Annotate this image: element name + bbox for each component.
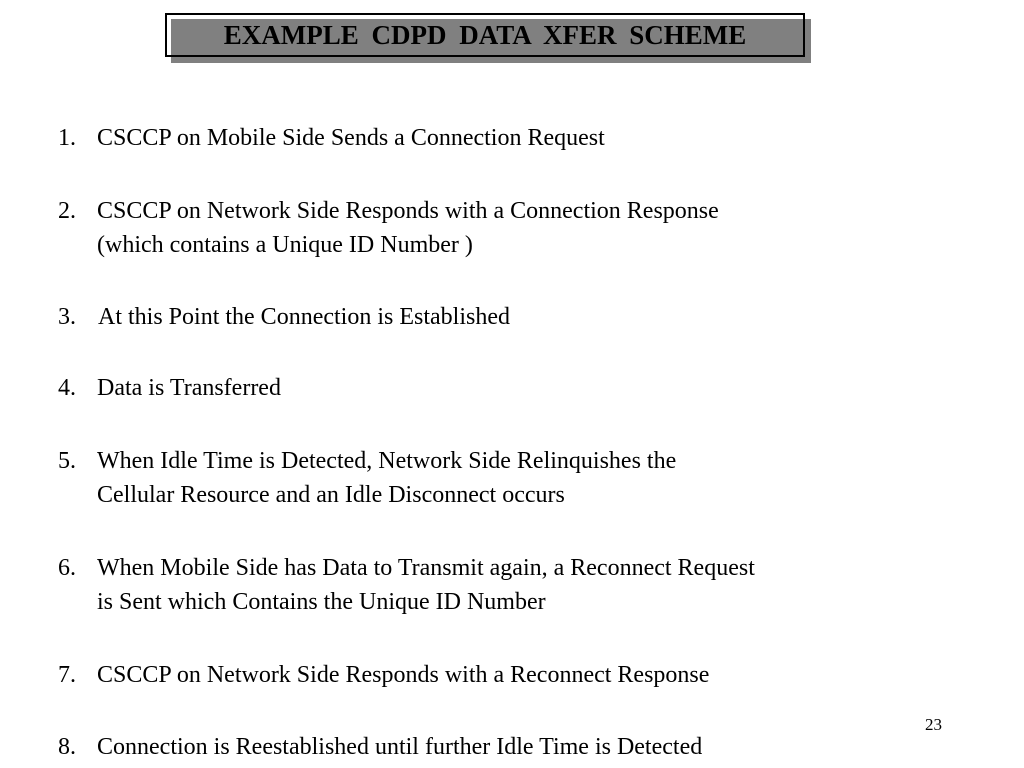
item-text bbox=[97, 730, 702, 764]
item-line: CSCCP on Network Side Responds with a Reconnect Response bbox=[97, 662, 710, 688]
item-line: When Mobile Side has Data to Transmit again, a Reconnect Request bbox=[97, 555, 755, 581]
item-text bbox=[97, 121, 605, 155]
item-line: CSCCP on Mobile Side Sends a Connection Request bbox=[97, 125, 605, 151]
item-line: (which contains a Unique ID Number ) bbox=[97, 232, 473, 258]
item-line: Cellular Resource and an Idle Disconnect occurs bbox=[97, 482, 565, 508]
page-number: 23 bbox=[925, 715, 942, 734]
item-line: Connection is Reestablished until further Idle Time is Detected bbox=[97, 734, 703, 760]
item-number: 3. bbox=[58, 304, 76, 330]
item-line: At this Point the Connection is Established bbox=[98, 304, 510, 330]
item-number: 8. bbox=[58, 734, 76, 760]
item-text bbox=[97, 371, 281, 405]
item-number: 6. bbox=[58, 555, 76, 581]
item-line: When Idle Time is Detected, Network Side Relinquishes the bbox=[97, 448, 677, 474]
item-number: 1. bbox=[58, 125, 76, 151]
item-text bbox=[98, 300, 510, 334]
item-text bbox=[97, 551, 755, 619]
item-number: 4. bbox=[58, 375, 76, 401]
item-number: 7. bbox=[58, 662, 76, 688]
item-number: 2. bbox=[58, 198, 76, 224]
item-number: 5. bbox=[58, 448, 76, 474]
item-text bbox=[97, 658, 709, 692]
item-text bbox=[97, 194, 719, 262]
item-line: is Sent which Contains the Unique ID Number bbox=[97, 589, 546, 615]
item-line: CSCCP on Network Side Responds with a Connection Response bbox=[97, 198, 719, 224]
item-line: Data is Transferred bbox=[97, 375, 281, 401]
slide-title: EXAMPLE CDPD DATA XFER SCHEME bbox=[165, 13, 805, 57]
item-text bbox=[97, 444, 676, 512]
